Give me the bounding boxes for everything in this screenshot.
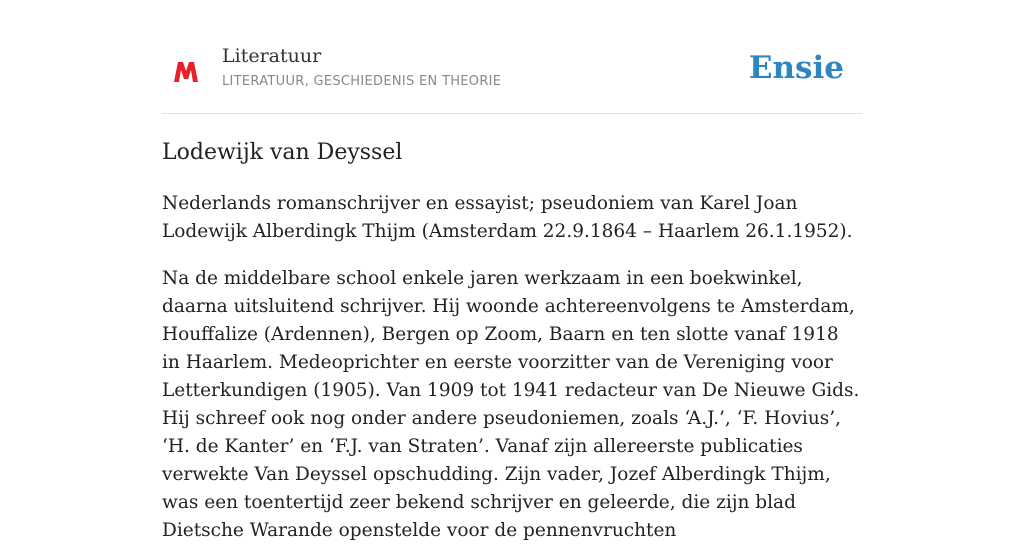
- article-paragraph: Na de middelbare school enkele jaren werkzaam in een boekwinkel, daarna uitsluitend schrijver. Hij woonde achtereenvolgens te Amsterdam, Houffalize (Ardennen), Bergen op Zoom, Baarn en ten slotte vanaf 1918 in Haarlem. Medeoprichter en eerste voorzitter van de Vereniging voor Letterkundigen (1905). Van 1909 tot 1941 redacteur van De Nieuwe Gids. Hij schreef ook nog onder andere pseudoniemen, zoals ‘A.J.’, ‘F. Hovius’, ‘H. de Kanter’ en ‘F.J. van Straten’. Vanaf zijn allereerste publicaties verwekte Van Deyssel opschudding. Zijn vader, Jozef Alberdingk Thijm, was een toentertijd zeer bekend schrijver en geleerde, die zijn blad Dietsche Warande openstelde voor de pennenvruchten: [162, 268, 860, 541]
- site-header: [162, 40, 862, 114]
- article-paragraph: Nederlands romanschrijver en essayist; pseudoniem van Karel Joan Lodewijk Alberdingk Thijm (Amsterdam 22.9.1864 – Haarlem 26.1.1952).: [162, 193, 853, 242]
- article-title: Lodewijk van Deyssel: [162, 140, 403, 165]
- article: [162, 136, 862, 545]
- category-title[interactable]: Literatuur: [222, 45, 322, 67]
- m-logo-icon[interactable]: [172, 57, 200, 85]
- brand-logo[interactable]: Ensie: [748, 50, 844, 86]
- category-subtitle: LITERATUUR, GESCHIEDENIS EN THEORIE: [222, 74, 502, 89]
